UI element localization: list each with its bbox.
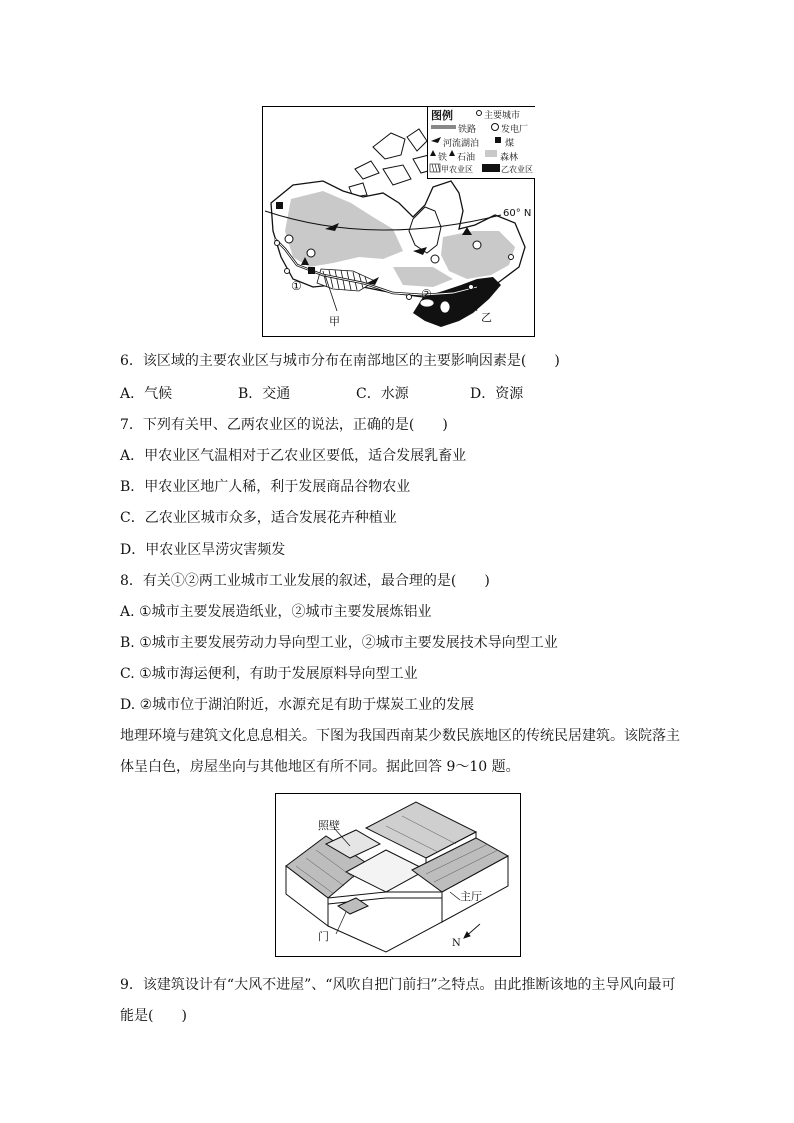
q7-option-a: A．甲农业区气温相对于乙农业区要低，适合发展乳畜业 <box>120 448 467 464</box>
label-yi: 乙 <box>481 311 492 324</box>
latitude-label: 60° N <box>503 208 532 219</box>
label-gate: 门 <box>318 930 329 943</box>
q7-option-c: C．乙农业区城市众多，适合发展花卉种植业 <box>120 510 397 526</box>
q6-option-a: A．气候 <box>120 386 173 402</box>
legend-railway: 铁路 <box>458 125 477 135</box>
label-main-hall: 主厅 <box>460 890 482 903</box>
q8-stem: 8．有关①②两工业城市工业发展的叙述，最合理的是( ) <box>120 573 490 589</box>
legend-river-lake: 河流湖泊 <box>443 139 480 149</box>
courtyard-house-drawing <box>276 794 519 955</box>
legend-forest: 森林 <box>500 153 519 163</box>
q6-option-c: C．水源 <box>356 386 409 402</box>
legend-coal: 煤 <box>505 139 515 149</box>
north-arrow <box>464 924 480 938</box>
courtyard-house-figure <box>275 793 521 957</box>
q9-stem: 9．该建筑设计有“大风不进屋”、“风吹自把门前扫”之特点。由此推断该地的主导风向最可能是( ) <box>120 977 676 1024</box>
label-screen-wall: 照壁 <box>318 819 340 832</box>
legend-iron: 铁 <box>438 153 448 163</box>
q6-option-b: B．交通 <box>238 386 291 402</box>
q8-option-c: C. ①城市海运便利，有助于发展原料导向型工业 <box>120 666 418 682</box>
legend-farm-b: 乙农业区 <box>501 165 533 174</box>
q6-stem: 6．该区域的主要农业区与城市分布在南部地区的主要影响因素是( ) <box>120 353 560 369</box>
intro-paragraph: 地理环境与建筑文化息息相关。下图为我国西南某少数民族地区的传统民居建筑。该院落主体呈白色，房屋坐向与其他地区有所不同。据此回答 9～10 题。 <box>120 728 680 775</box>
label-city-1: ① <box>291 279 302 293</box>
legend-oil: 石油 <box>457 153 476 163</box>
front-wall <box>328 892 442 952</box>
legend-power-plant: 发电厂 <box>501 125 529 135</box>
label-north: N <box>452 938 461 949</box>
q7-stem: 7．下列有关甲、乙两农业区的说法，正确的是( ) <box>120 417 448 433</box>
q6-options <box>120 385 523 403</box>
q7-option-b: B．甲农业区地广人稀，利于发展商品谷物农业 <box>120 479 411 495</box>
q8-option-d: D. ②城市位于湖泊附近，水源充足有助于煤炭工业的发展 <box>120 697 475 713</box>
q6-option-d: D．资源 <box>470 386 524 402</box>
map-legend <box>427 107 535 179</box>
legend-farm-a: 甲农业区 <box>441 165 473 174</box>
q8-option-b: B. ①城市主要发展劳动力导向型工业，②城市主要发展技术导向型工业 <box>120 635 558 651</box>
label-jia: 甲 <box>329 315 340 328</box>
q8-option-a: A. ①城市主要发展造纸业，②城市主要发展炼铝业 <box>120 604 432 620</box>
legend-major-city: 主要城市 <box>484 111 521 121</box>
q7-option-d: D．甲农业区旱涝灾害频发 <box>120 542 286 558</box>
label-city-2: ② <box>421 287 432 301</box>
legend-title: 图例 <box>431 109 453 122</box>
canada-map-figure <box>262 106 535 337</box>
arctic-islands <box>349 129 435 197</box>
